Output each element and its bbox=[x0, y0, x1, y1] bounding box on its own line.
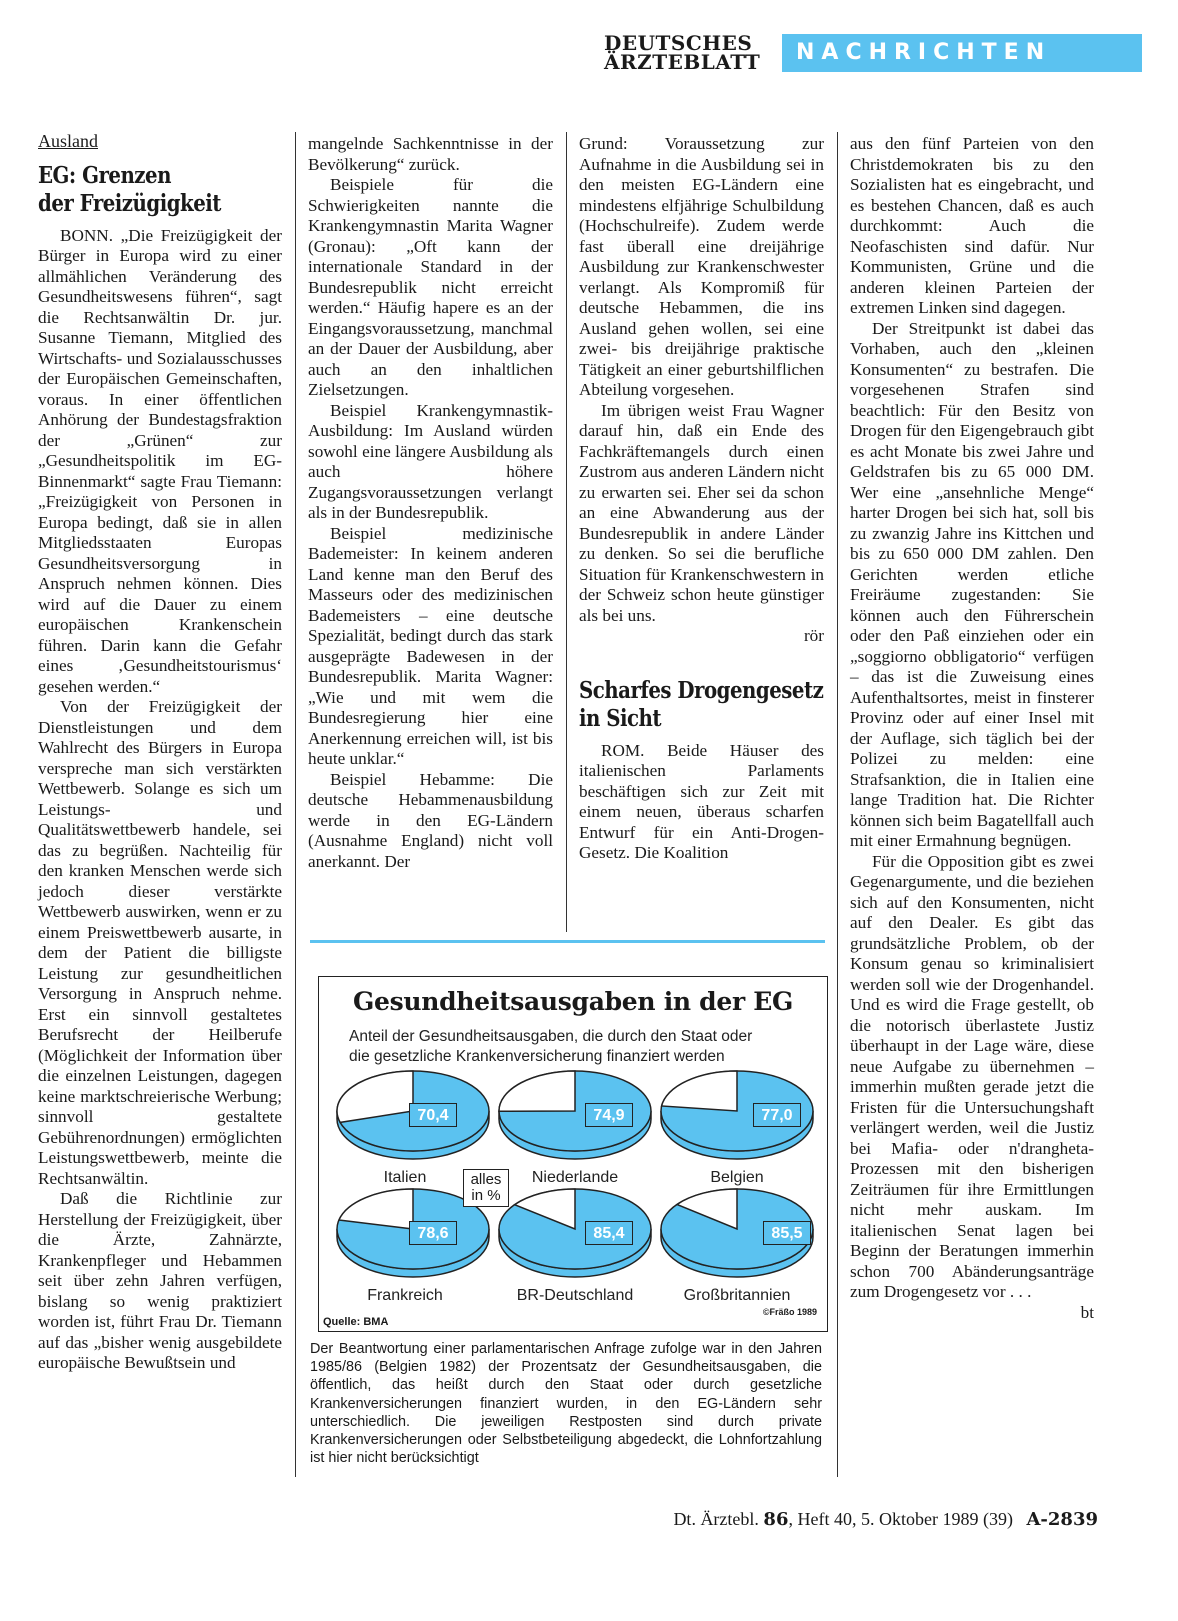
pie-value-label: 85,4 bbox=[585, 1221, 633, 1245]
pie-category-label: Frankreich bbox=[367, 1287, 443, 1304]
headline-line1: Scharfes Drogengesetz bbox=[579, 676, 824, 704]
footer-journal: Dt. Ärztebl. bbox=[673, 1509, 759, 1529]
article-headline bbox=[579, 676, 824, 733]
unit-line2: in % bbox=[471, 1187, 501, 1204]
pie-value-label: 74,9 bbox=[585, 1103, 633, 1127]
unit-label bbox=[463, 1169, 509, 1207]
pie-category-label: BR-Deutschland bbox=[516, 1287, 634, 1304]
chart-copyright: ©Fräßo 1989 bbox=[762, 1307, 817, 1317]
paragraph: BONN. „Die Freizügigkeit der Bürger in Europa wird zu einer allmählichen Veränderung des Gesundheitswesens führen“, sagt die Rechtsanwältin Dr. jur. Susanne Tiemann, Mitglied des Wirtschafts- und Sozialausschusses der Europäischen Gemeinschaften, voraus. In einer öffentlichen Anhörung der Bundestagsfraktion der „Grünen“ zur „Gesundheitspolitik im EG-Binnenmarkt“ sagte Frau Tiemann: „Freizügigkeit von Personen in Europa bedingt, daß sie in allen Mitgliedsstaaten Europas Gesundheitsversorgung in Anspruch nehmen können. Dies wird auf die Dauer zu einem europäischen Krankenschein führen. Darin kann die Gefahr eines ‚Gesundheitstourismus‘ gesehen werden.“ bbox=[38, 225, 282, 696]
pie bbox=[657, 1065, 817, 1181]
paragraph: Beispiel medizinische Bademeister: In keinem anderen Land kenne man den Beruf des Masseurs oder des medizinischen Bademeisters – eine deutsche Spezialität, bedingt durch das stark ausgeprägte Badewesen in der Bundesrepublik. Marita Wagner: „Wie und mit wem die Bundesregierung hier eine Anerkennung erreichen will, ist bis heute unklar.“ bbox=[308, 523, 553, 768]
pie-value-label: 77,0 bbox=[753, 1103, 801, 1127]
journal-name-line1: DEUTSCHES bbox=[604, 31, 753, 55]
paragraph: Der Streitpunkt ist dabei das Vorhaben, auch den „kleinen Konsumenten“ zu bestrafen. Die vorgesehenen Strafen sind beachtlich: Für den Besitz von Drogen für den Eigengebrauch gibt es acht Monate bis zwei Jahre und Geldstrafen bis zu 65 000 DM. Wer eine „ansehnliche Menge“ harter Drogen bei sich hat, soll bis zu zwanzig Jahre ins Kittchen und bis zu 650 000 DM zahlen. Den Gerichten werden etliche Freiräume zugestanden: Sie können auch den Führerschein oder den Paß einziehen oder ein „soggiorno obbligatorio“ verfügen – das ist die Zuweisung eines Aufenthaltsortes, meist in finsterer Provinz oder auf einer Insel mit der Auflage, sich täglich bei der Polizei zu melden: eine Strafsanktion, die in Italien eine lange Tradition hat. Die Richter können sich beim Bagatellfall auch mit einer Ermahnung begnügen. bbox=[850, 318, 1094, 850]
journal-logo bbox=[604, 31, 774, 74]
pie bbox=[333, 1065, 493, 1181]
pie-chart-figure bbox=[318, 976, 828, 1332]
figure-caption: Der Beantwortung einer parlamentarischen Anfrage zufolge war in den Jahren 1985/86 (Belgien 1982) der Prozentsatz der Gesundheitsausgaben, die öffentlich, das heißt durch den Staat oder durch gesetzliche Krankenversicherungen finanziert wurden, in den EG-Ländern sehr unterschiedlich. Die jeweiligen Restposten sind durch private Krankenversicherungen oder Selbstbeteiligung abgedeckt, die Lohnfortzahlung ist hier nicht berücksichtigt bbox=[310, 1341, 822, 1467]
journal-name-line2: ÄRZTEBLATT bbox=[604, 50, 761, 74]
headline-line2: in Sicht bbox=[579, 704, 662, 732]
pie-category-label: Belgien bbox=[710, 1169, 764, 1186]
pie-value-label: 78,6 bbox=[409, 1221, 457, 1245]
subtitle-line2: die gesetzliche Krankenversicherung finanziert werden bbox=[349, 1048, 725, 1065]
pie-value-label: 85,5 bbox=[763, 1221, 811, 1245]
paragraph: Im übrigen weist Frau Wagner darauf hin, daß ein Ende des Fachkräftemangels durch einen Zustrom aus anderen Ländern nicht zu erwarten sei. Eher sei da schon an eine Abwanderung aus der Bundesrepublik in andere Länder zu denken. So sei die berufliche Situation für Krankenschwestern in der Schweiz schon heute günstiger als bei uns. bbox=[579, 400, 824, 625]
paragraph: mangelnde Sachkenntnisse in der Bevölkerung“ zurück. bbox=[308, 134, 553, 174]
footer-volume: 86 bbox=[763, 1509, 789, 1530]
page-footer bbox=[673, 1509, 1098, 1530]
paragraph: Beispiel Hebamme: Die deutsche Hebammenausbildung werde in den EG-Ländern (Ausnahme England) nicht voll anerkannt. Der bbox=[308, 769, 553, 871]
footer-issue: , Heft 40, 5. Oktober 1989 (39) bbox=[788, 1509, 1013, 1529]
footer-page-number: A-2839 bbox=[1026, 1509, 1098, 1530]
paragraph: ROM. Beide Häuser des italienischen Parlaments beschäftigen sich zur Zeit mit einem neuen, überaus scharfen Entwurf für ein Anti-Drogen-Gesetz. Die Koalition bbox=[579, 740, 824, 862]
pie-slice-rest bbox=[662, 1071, 737, 1111]
column-1 bbox=[38, 131, 282, 1374]
paragraph: Für die Opposition gibt es zwei Gegenargumente, und die beziehen sich auf den Konsumenten, nicht auf den Dealer. Es gibt das grundsätzliche Problem, ob der Konsum genau so kriminalisiert werden soll wie der Drogenhandel. Und es wird die Frage gestellt, ob die notorisch überlastete Justiz überhaupt in der Lage wäre, diese neue Aufgabe zu übernehmen – immerhin mußten gerade jetzt die Fristen für die Untersuchungshaft verlängert werden, weil die Justiz bei Mafia- oder n'drangheta-Prozessen mit den bisherigen Zeiträumen für ihre Ermittlungen nicht mehr auskam. Im italienischen Senat lagen bei Beginn der Beratungen immerhin schon 700 Abänderungsanträge zum Drogengesetz vor . . . bbox=[850, 851, 1094, 1301]
column-divider bbox=[837, 132, 838, 1477]
column-3 bbox=[579, 134, 824, 864]
rubric-label: Ausland bbox=[38, 131, 98, 151]
article-headline bbox=[38, 162, 248, 218]
column-divider bbox=[295, 132, 296, 1477]
pie bbox=[495, 1065, 655, 1181]
pie-slice-rest bbox=[499, 1071, 575, 1111]
chart-source: Quelle: BMA bbox=[323, 1316, 389, 1328]
paragraph: Beispiel Krankengymnastik-Ausbildung: Im Ausland würden sowohl eine längere Ausbildung als auch höhere Zugangsvoraussetzungen verlangt als in der Bundesrepublik. bbox=[308, 400, 553, 522]
paragraph: aus den fünf Parteien von den Christdemokraten bis zu den Sozialisten hat es eingebracht, und es bestehen Chancen, daß es auch durchkommt: Auch die Neofaschisten sind dafür. Nur Kommunisten, Grüne und die anderen kleinen Parteien der extremen Linken sind dagegen. bbox=[850, 134, 1094, 317]
section-banner: NACHRICHTEN bbox=[782, 34, 1142, 72]
paragraph: Beispiele für die Schwierigkeiten nannte die Krankengymnastin Marita Wagner (Gronau): „Oft kann der internationale Standard in der Bundesrepublik nicht erreicht werden.“ Häufig hapere es an der Eingangsvoraussetzung, manchmal an der Dauer der Ausbildung, aber auch an den inhaltlichen Zielsetzungen. bbox=[308, 175, 553, 399]
headline-line1: EG: Grenzen bbox=[38, 161, 171, 189]
author-initials: bt bbox=[1080, 1302, 1094, 1322]
subtitle-line1: Anteil der Gesundheitsausgaben, die durch den Staat oder bbox=[349, 1028, 753, 1045]
blue-separator bbox=[310, 940, 825, 943]
pie bbox=[657, 1183, 817, 1299]
pie-category-label: Niederlande bbox=[531, 1169, 619, 1186]
chart-title: Gesundheitsausgaben in der EG bbox=[352, 987, 794, 1016]
column-4 bbox=[850, 134, 1094, 1323]
pie-category-label: Großbritannien bbox=[683, 1287, 791, 1304]
column-divider bbox=[566, 132, 567, 932]
pie-value-label: 70,4 bbox=[409, 1103, 457, 1127]
unit-line1: alles bbox=[470, 1171, 502, 1188]
author-initials: rör bbox=[803, 626, 824, 645]
headline-line2: der Freizügigkeit bbox=[38, 189, 221, 217]
paragraph: Daß die Richtlinie zur Herstellung der Freizügigkeit, über die Ärzte, Zahnärzte, Krankenpfleger und Hebammen seit über zehn Jahren verfügen, bislang so wenig praktiziert worden ist, führt Frau Dr. Tiemann auf das „bisher wenig ausgebildete europäische Bewußtsein und bbox=[38, 1189, 282, 1372]
paragraph: Grund: Voraussetzung zur Aufnahme in die Ausbildung sei in den meisten EG-Ländern eine mindestens elfjährige Schulbildung (Hochschulreife). Zudem werde fast überall eine dreijährige Ausbildung zur Krankenschwester verlangt. Als Kompromiß für deutsche Hebammen, die ins Ausland gehen wollen, sei eine zwei- bis dreijährige praktische Tätigkeit an einer geburtshilflichen Abteilung vorgesehen. bbox=[579, 134, 824, 399]
pie-category-label: Italien bbox=[383, 1169, 427, 1186]
chart-subtitle bbox=[349, 1027, 752, 1067]
paragraph: Von der Freizügigkeit der Dienstleistungen und dem Wahlrecht des Bürgers in Europa verspreche man sich verstärkten Wettbewerb. Solange es sich um Leistungs- und Qualitätswettbewerb handele, sei das zu begrüßen. Nachteilig für den kranken Menschen werde sich jedoch dieser verstärkte Wettbewerb auswirken, wenn er zu einem Preiswettbewerb ausarte, in dem der Patient die billigste Leistung zur gesundheitlichen Versorgung in Anspruch nehme. Erst ein sinnvoll gestaltetes Berufsrecht der Heilberufe (Möglichkeit der Information über die einzelnen Leistungen, dagegen keine marktschreierische Werbung; sinnvoll gestaltete Gebührenordnungen) ermöglichten Leistungswettbewerb, meinte die Rechtsanwältin. bbox=[38, 697, 282, 1188]
pie bbox=[495, 1183, 655, 1299]
column-2 bbox=[308, 134, 553, 872]
